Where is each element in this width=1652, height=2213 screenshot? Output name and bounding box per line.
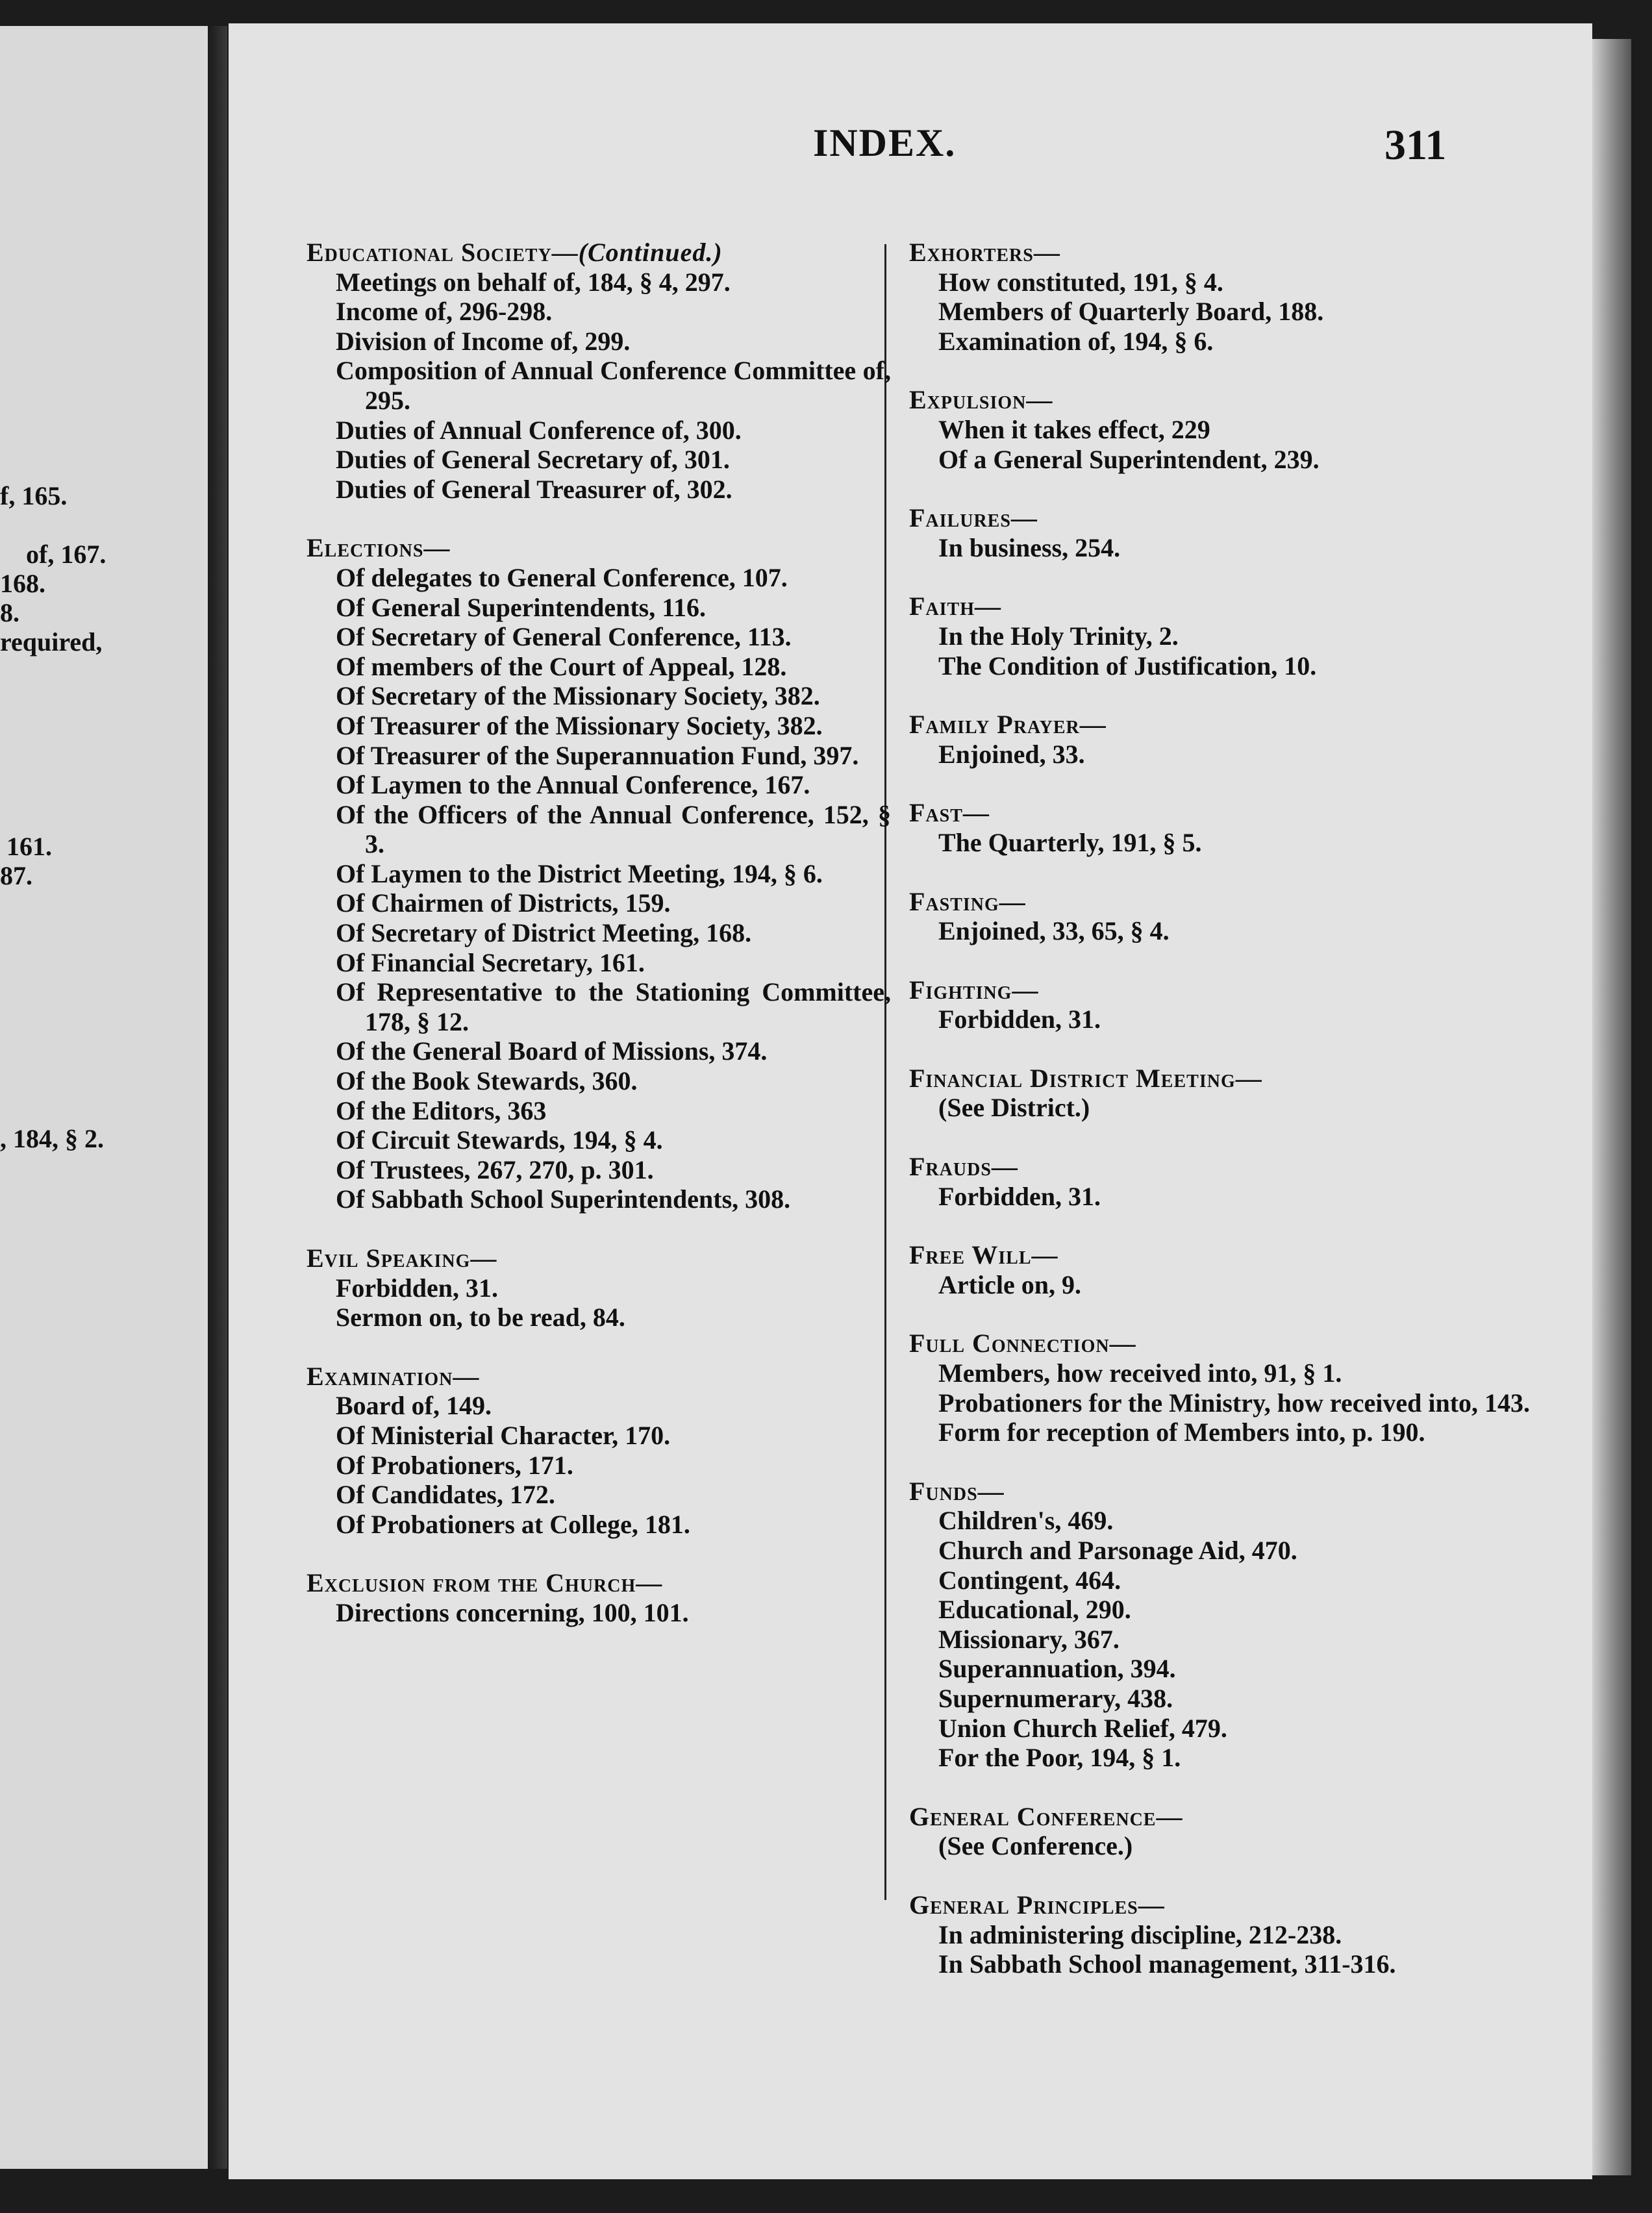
index-entry	[909, 1802, 1533, 1861]
index-subentry: Of the General Board of Missions, 374.	[336, 1036, 768, 1066]
index-heading	[909, 1329, 1533, 1358]
index-subentry: Board of, 149.	[336, 1391, 492, 1421]
index-subentry: Forbidden, 31.	[336, 1273, 499, 1303]
index-subentry: Members of Quarterly Board, 188.	[938, 297, 1324, 327]
index-heading-text: Failures—	[909, 503, 1038, 533]
index-heading-text: Financial District Meeting—	[909, 1063, 1262, 1093]
index-heading	[909, 503, 1533, 533]
index-heading-text: Educational Society—	[307, 238, 579, 267]
index-entry	[909, 975, 1533, 1034]
facing-page-fragment: f, 165.	[0, 481, 68, 510]
index-subentry: Of Circuit Stewards, 194, § 4.	[336, 1125, 663, 1155]
index-subentry: Educational, 290.	[938, 1595, 1131, 1625]
index-heading-text: Expulsion—	[909, 385, 1053, 415]
index-subentry: (See District.)	[938, 1093, 1090, 1123]
facing-page-fragment: 8.	[0, 598, 19, 627]
index-entry	[909, 1064, 1533, 1123]
index-subentry: For the Poor, 194, § 1.	[938, 1743, 1181, 1773]
index-subentry: Of the Book Stewards, 360.	[336, 1066, 638, 1096]
index-subentry: Union Church Relief, 479.	[938, 1713, 1227, 1743]
facing-page-fragment: required,	[0, 627, 103, 656]
index-heading-text: Fast—	[909, 798, 990, 828]
continued-marker: (Continued.)	[578, 238, 723, 267]
index-subentry: Of Secretary of District Meeting, 168.	[336, 918, 752, 948]
index-subentry: Of Probationers, 171.	[336, 1450, 573, 1480]
index-entry	[909, 1477, 1533, 1773]
index-entry	[909, 887, 1533, 946]
index-entry	[909, 385, 1533, 474]
index-entry	[307, 1244, 891, 1332]
index-heading-text: Family Prayer—	[909, 710, 1107, 740]
index-subentry: Church and Parsonage Aid, 470.	[938, 1536, 1297, 1565]
index-heading	[307, 1362, 891, 1392]
index-entry	[909, 1152, 1533, 1211]
index-entry	[909, 710, 1533, 769]
index-heading	[909, 1152, 1533, 1182]
index-heading-text: Exhorters—	[909, 238, 1060, 267]
index-subentry: In business, 254.	[938, 532, 1121, 562]
index-subentry: How constituted, 191, § 4.	[938, 267, 1223, 297]
index-entry	[307, 533, 891, 1214]
index-subentry: The Quarterly, 191, § 5.	[938, 827, 1202, 857]
index-heading	[909, 592, 1533, 621]
index-subentry: Duties of Annual Conference of, 300.	[336, 415, 742, 445]
index-heading-text: Elections—	[307, 533, 451, 563]
index-heading-text: General Principles—	[909, 1890, 1165, 1919]
index-subentry: Of a General Superintendent, 239.	[938, 444, 1320, 474]
index-subentry: Of Chairmen of Districts, 159.	[336, 888, 671, 918]
index-subentry: In Sabbath School management, 311-316.	[938, 1949, 1396, 1979]
index-subentry: Duties of General Secretary of, 301.	[336, 445, 730, 475]
index-subentry: Of members of the Court of Appeal, 128.	[336, 651, 787, 681]
index-heading	[909, 887, 1533, 917]
index-heading-text: Free Will—	[909, 1240, 1058, 1270]
index-subentry: Enjoined, 33.	[938, 739, 1085, 769]
index-heading	[307, 1568, 891, 1598]
index-subentry: Meetings on behalf of, 184, § 4, 297.	[336, 267, 731, 297]
facing-page-fragment: 161.	[6, 832, 52, 861]
index-subentry: In the Holy Trinity, 2.	[938, 621, 1179, 651]
index-heading-text: Frauds—	[909, 1152, 1018, 1182]
index-subentry: Of Candidates, 172.	[336, 1480, 555, 1510]
index-heading	[307, 533, 891, 563]
index-subentry: Forbidden, 31.	[938, 1181, 1101, 1211]
index-subentry: Forbidden, 31.	[938, 1005, 1101, 1034]
index-subentry: In administering discipline, 212-238.	[938, 1919, 1342, 1949]
index-subentry: Of Laymen to the Annual Conference, 167.	[336, 770, 810, 800]
index-heading	[909, 1064, 1533, 1094]
page-number: 311	[1384, 121, 1447, 169]
index-heading	[909, 1802, 1533, 1832]
index-subentry: Supernumerary, 438.	[938, 1683, 1173, 1713]
index-column-right	[909, 238, 1533, 2008]
index-subentry: Of Treasurer of the Missionary Society, 382.	[336, 710, 823, 740]
index-subentry: Of Treasurer of the Superannuation Fund, 397.	[336, 740, 859, 770]
index-entry	[909, 1329, 1533, 1447]
index-subentry: Of Financial Secretary, 161.	[336, 947, 645, 977]
index-subentry: Duties of General Treasurer of, 302.	[336, 474, 732, 504]
index-page	[229, 23, 1592, 2179]
index-entry	[909, 238, 1533, 356]
index-subentry: Sermon on, to be read, 84.	[336, 1303, 625, 1332]
index-subentry: Superannuation, 394.	[938, 1654, 1176, 1684]
index-heading-text: Evil Speaking—	[307, 1244, 497, 1273]
index-subentry: (See Conference.)	[938, 1831, 1133, 1861]
index-heading	[307, 238, 891, 268]
index-entry	[909, 798, 1533, 857]
index-subentry: Of Secretary of the Missionary Society, 382.	[336, 681, 820, 711]
index-heading	[307, 1244, 891, 1273]
index-heading-text: Fighting—	[909, 975, 1039, 1005]
index-heading	[909, 975, 1533, 1005]
index-entry	[307, 1568, 891, 1627]
index-subentry: Of Sabbath School Superintendents, 308.	[336, 1184, 791, 1214]
index-subentry: Of Probationers at College, 181.	[336, 1509, 690, 1539]
index-subentry: Missionary, 367.	[938, 1624, 1120, 1654]
index-heading-text: Examination—	[307, 1361, 480, 1391]
index-subentry: Of the Officers of the Annual Conference, 152, § 3.	[336, 799, 891, 859]
index-entry	[909, 1240, 1533, 1299]
index-heading-text: Full Connection—	[909, 1329, 1136, 1358]
index-heading	[909, 238, 1533, 268]
index-entry	[307, 238, 891, 504]
index-entry	[909, 592, 1533, 681]
index-subentry: Children's, 469.	[938, 1506, 1114, 1536]
index-heading	[909, 1240, 1533, 1270]
index-subentry: Of Trustees, 267, 270, p. 301.	[336, 1155, 654, 1184]
index-heading-text: Funds—	[909, 1476, 1005, 1506]
index-subentry: Members, how received into, 91, § 1.	[938, 1358, 1342, 1388]
index-heading	[909, 1477, 1533, 1507]
index-heading-text: Faith—	[909, 592, 1002, 621]
index-heading	[909, 798, 1533, 828]
index-heading-text: Fasting—	[909, 886, 1026, 916]
index-subentry: Directions concerning, 100, 101.	[336, 1597, 689, 1627]
index-heading-text: Exclusion from the Church—	[307, 1568, 663, 1598]
index-heading-text: General Conference—	[909, 1801, 1183, 1831]
index-column-left	[307, 238, 891, 1657]
index-entry	[307, 1362, 891, 1540]
page-stack-edge	[1592, 39, 1631, 2175]
facing-page-fragment: of, 167.	[26, 540, 106, 569]
facing-page-edge	[0, 26, 208, 2169]
facing-page-fragment: , 184, § 2.	[0, 1124, 104, 1153]
index-subentry: Of the Editors, 363	[336, 1095, 547, 1125]
facing-page-fragment: 168.	[0, 569, 45, 598]
index-subentry: Contingent, 464.	[938, 1565, 1121, 1595]
index-subentry: When it takes effect, 229	[938, 414, 1210, 444]
index-subentry: Of Laymen to the District Meeting, 194, § 6.	[336, 858, 823, 888]
index-subentry: Division of Income of, 299.	[336, 326, 631, 356]
index-subentry: Enjoined, 33, 65, § 4.	[938, 916, 1170, 946]
index-heading	[909, 385, 1533, 415]
running-title: INDEX.	[813, 121, 957, 164]
index-entry	[909, 1890, 1533, 1979]
index-subentry: The Condition of Justification, 10.	[938, 651, 1317, 681]
index-entry	[909, 503, 1533, 562]
index-heading	[909, 1890, 1533, 1920]
index-subentry: Of Ministerial Character, 170.	[336, 1420, 671, 1450]
index-subentry: Composition of Annual Conference Committee of, 295.	[336, 356, 891, 415]
index-subentry: Article on, 9.	[938, 1269, 1081, 1299]
book-gutter	[208, 26, 227, 2169]
facing-page-fragment: 87.	[0, 861, 32, 890]
index-subentry: Of Secretary of General Conference, 113.	[336, 622, 792, 652]
index-subentry: Probationers for the Ministry, how received into, 143.	[938, 1388, 1531, 1418]
index-subentry: Of Representative to the Stationing Committee, 178, § 12.	[336, 977, 891, 1036]
index-subentry: Form for reception of Members into, p. 190.	[938, 1418, 1425, 1447]
index-heading	[909, 710, 1533, 740]
index-subentry: Income of, 296-298.	[336, 297, 553, 327]
index-subentry: Of General Superintendents, 116.	[336, 592, 707, 622]
index-subentry: Of delegates to General Conference, 107.	[336, 562, 788, 592]
index-subentry: Examination of, 194, § 6.	[938, 326, 1214, 356]
